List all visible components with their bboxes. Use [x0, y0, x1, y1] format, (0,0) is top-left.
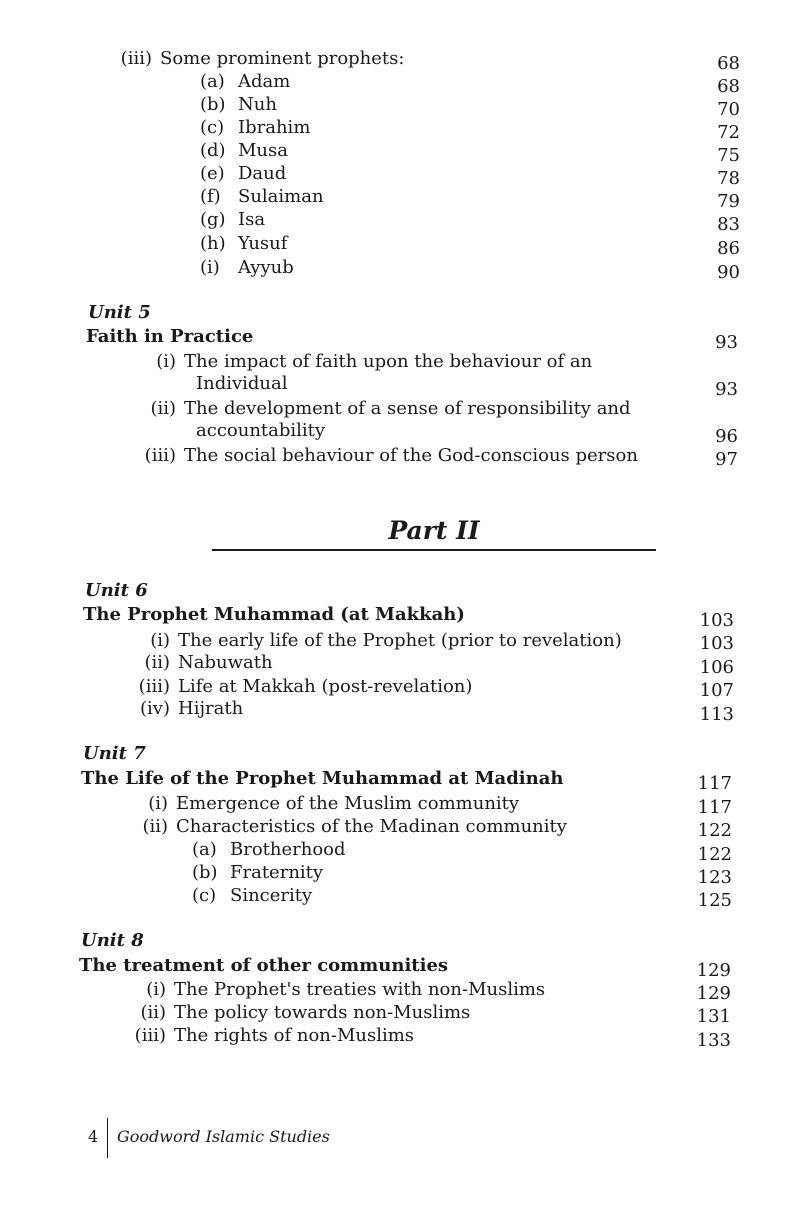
- toc-entry: [132, 398, 631, 420]
- unit-title: The Prophet Muhammad (at Makkah): [83, 604, 465, 625]
- toc-entry: [122, 1002, 470, 1024]
- entry-letter: (b): [200, 94, 226, 115]
- page-number: 68: [717, 53, 740, 74]
- entry-title: Some prominent prophets:: [160, 48, 405, 69]
- entry-title: The development of a sense of responsibility and: [184, 398, 631, 419]
- unit-title: The Life of the Prophet Muhammad at Madinah: [81, 768, 564, 789]
- entry-letter: (f): [200, 186, 221, 207]
- toc-subentry: [200, 94, 277, 116]
- page-number: 106: [699, 657, 734, 678]
- entry-title: Brotherhood: [230, 839, 346, 860]
- entry-title: Emergence of the Muslim community: [176, 793, 520, 814]
- heading-rule: [212, 549, 656, 551]
- entry-number: (ii): [144, 652, 170, 673]
- part-heading: Part II: [388, 516, 480, 545]
- entry-number: (iii): [138, 676, 170, 697]
- toc-subentry: [200, 233, 287, 255]
- entry-letter: (a): [192, 839, 217, 860]
- toc-subentry: [200, 71, 290, 93]
- page-number: 79: [717, 191, 740, 212]
- entry-number: (ii): [140, 1002, 166, 1023]
- entry-letter: (g): [200, 209, 226, 230]
- toc-subentry: [200, 186, 324, 208]
- page-number: 125: [697, 890, 732, 911]
- entry-letter: (c): [192, 885, 217, 906]
- toc-entry-continuation: accountability: [196, 420, 326, 441]
- unit-label: Unit 6: [85, 580, 148, 601]
- page-number: 122: [697, 844, 732, 865]
- entry-title: Nabuwath: [178, 652, 273, 673]
- entry-title: Isa: [238, 209, 266, 230]
- entry-title: The policy towards non-Muslims: [174, 1002, 471, 1023]
- toc-subentry: [200, 117, 310, 139]
- toc-subentry: [192, 839, 346, 861]
- page-number: 103: [699, 633, 734, 654]
- entry-number: (i): [148, 793, 168, 814]
- entry-letter: (h): [200, 233, 226, 254]
- entry-number: (iii): [144, 445, 176, 466]
- entry-letter: (c): [200, 117, 225, 138]
- page-number: 96: [715, 426, 738, 447]
- toc-entry: [124, 793, 519, 815]
- entry-title: The social behaviour of the God-conscious person: [184, 445, 638, 466]
- page-number: 129: [696, 960, 731, 981]
- toc-subentry: [192, 862, 323, 884]
- entry-title: Ibrahim: [238, 117, 311, 138]
- entry-number: (iii): [134, 1025, 166, 1046]
- page-number: 97: [715, 449, 738, 470]
- page-number: 68: [717, 76, 740, 97]
- entry-title: Sulaiman: [238, 186, 324, 207]
- page-number: 93: [715, 379, 738, 400]
- page-number: 78: [717, 168, 740, 189]
- entry-letter: (a): [200, 71, 225, 92]
- page-number: 83: [717, 214, 740, 235]
- page-number: 131: [696, 1006, 731, 1027]
- page-number: 117: [697, 773, 732, 794]
- entry-title: Ayyub: [238, 257, 294, 278]
- entry-letter: (b): [192, 862, 218, 883]
- entry-title: The early life of the Prophet (prior to revelation): [178, 630, 622, 651]
- entry-title: Fraternity: [230, 862, 324, 883]
- toc-subentry: [200, 163, 286, 185]
- entry-letter: (i): [200, 257, 220, 278]
- entry-title: Daud: [238, 163, 287, 184]
- entry-letter: (e): [200, 163, 225, 184]
- entry-number: (i): [146, 979, 166, 1000]
- page-number: 107: [699, 680, 734, 701]
- footer-page-number: 4: [88, 1127, 99, 1146]
- entry-number: (iv): [140, 698, 170, 719]
- toc-entry: [132, 351, 592, 373]
- entry-title: Characteristics of the Madinan community: [176, 816, 567, 837]
- toc-entry: [132, 445, 638, 467]
- unit-title: Faith in Practice: [86, 326, 254, 347]
- entry-letter: (d): [200, 140, 226, 161]
- page-number: 133: [696, 1030, 731, 1051]
- toc-entry: [126, 630, 622, 652]
- entry-title: The rights of non-Muslims: [174, 1025, 415, 1046]
- toc-subentry: [200, 209, 265, 231]
- page-number: 129: [696, 983, 731, 1004]
- entry-number: (iii): [120, 48, 152, 69]
- entry-title: The Prophet's treaties with non-Muslims: [174, 979, 546, 1000]
- page-number: 86: [717, 238, 740, 259]
- unit-label: Unit 5: [88, 302, 151, 323]
- entry-title: Nuh: [238, 94, 277, 115]
- toc-entry: [124, 816, 567, 838]
- page-number: 93: [715, 332, 738, 353]
- footer-book-title: Goodword Islamic Studies: [117, 1127, 330, 1146]
- page-number: 122: [697, 820, 732, 841]
- page-number: 90: [717, 262, 740, 283]
- page-number: 72: [717, 122, 740, 143]
- page-number: 75: [717, 145, 740, 166]
- toc-entry-prophets-heading: [108, 48, 404, 70]
- entry-number: (ii): [150, 398, 176, 419]
- toc-entry: [126, 652, 273, 674]
- entry-number: (ii): [142, 816, 168, 837]
- toc-entry: [126, 698, 243, 720]
- toc-entry: [126, 676, 472, 698]
- footer-divider: [107, 1118, 108, 1158]
- unit-label: Unit 8: [81, 930, 144, 951]
- page-number: 123: [697, 867, 732, 888]
- entry-title: Adam: [238, 71, 291, 92]
- entry-number: (i): [156, 351, 176, 372]
- toc-subentry: [200, 140, 288, 162]
- toc-entry-continuation: Individual: [196, 373, 288, 394]
- page-number: 113: [699, 704, 734, 725]
- page-number: 103: [699, 610, 734, 631]
- entry-title: Sincerity: [230, 885, 313, 906]
- entry-title: Life at Makkah (post-revelation): [178, 676, 473, 697]
- page-number: 70: [717, 99, 740, 120]
- entry-number: (i): [150, 630, 170, 651]
- page-number: 117: [697, 797, 732, 818]
- entry-title: Hijrath: [178, 698, 244, 719]
- entry-title: Musa: [238, 140, 288, 161]
- unit-label: Unit 7: [83, 743, 146, 764]
- toc-entry: [122, 1025, 414, 1047]
- entry-title: The impact of faith upon the behaviour of an: [184, 351, 593, 372]
- entry-title: Yusuf: [238, 233, 288, 254]
- toc-subentry: [200, 257, 294, 279]
- toc-subentry: [192, 885, 312, 907]
- unit-title: The treatment of other communities: [79, 955, 449, 976]
- toc-entry: [122, 979, 545, 1001]
